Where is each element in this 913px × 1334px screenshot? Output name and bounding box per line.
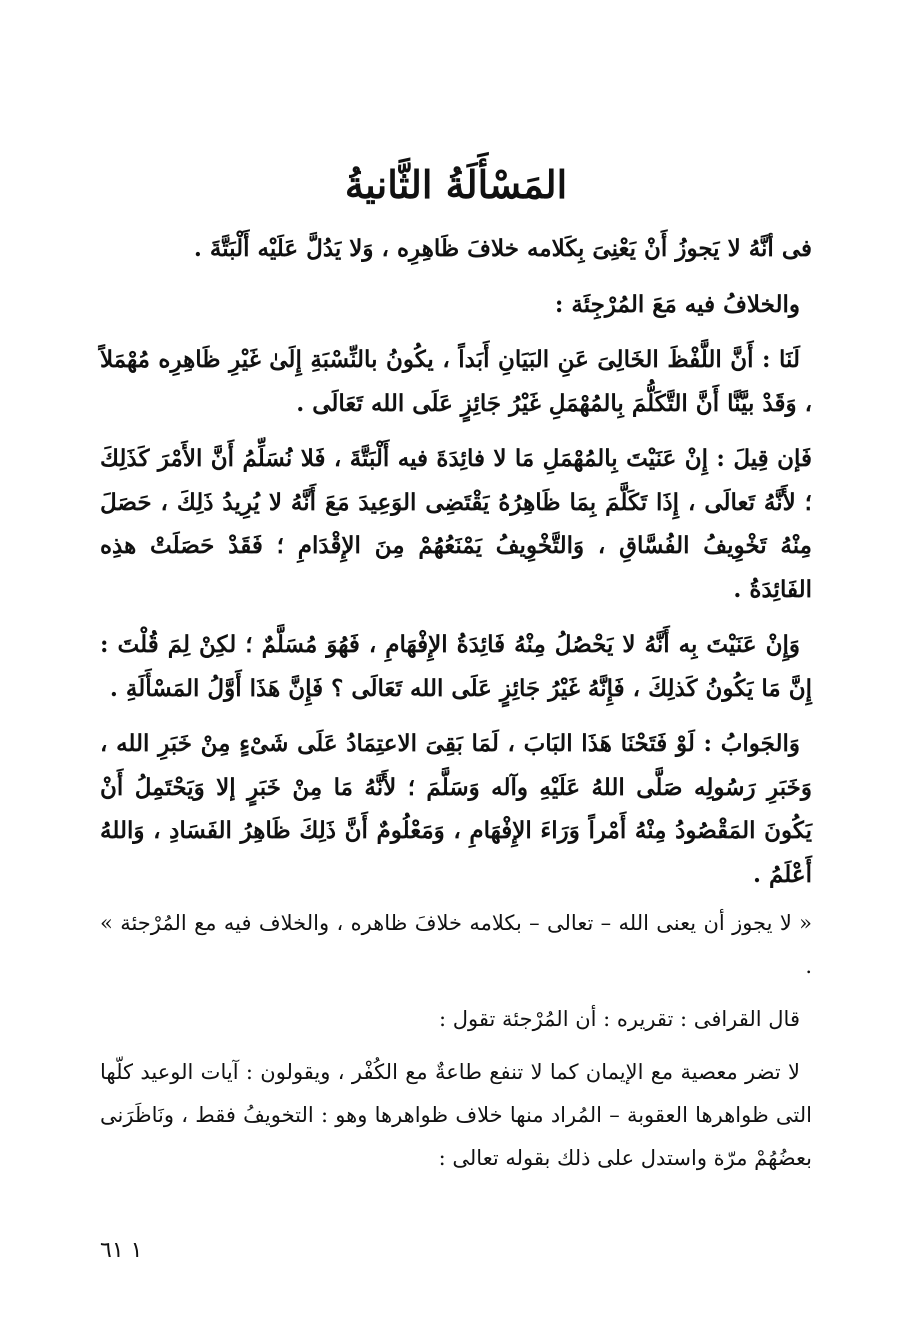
document-page [100, 160, 812, 1190]
commentary-paragraph: لا تضر معصية مع الإيمان كما لا تنفع طاعةٌ مع الكُفْر ، ويقولون : آيات الوعيد كلّها التى ظواهرها العقوبة – المُراد منها خلاف ظواهرها وهو : التخويفُ فقط ، ونَاظَرَنى بعضُهُمْ مرّة واستدل على ذلك بقوله تعالى : [100, 1060, 812, 1171]
main-paragraph: والخلافُ فيه مَعَ المُرْجِئَة : [554, 290, 800, 318]
main-paragraph: وَإِنْ عَنَيْتَ بِه أَنَّهُ لا يَحْصُلُ مِنْهُ فَائِدَةُ الإِفْهَامِ ، فَهُوَ مُسَلَّمٌ ؛ لكِنْ لِمَ قُلْتَ : إِنَّ مَا يَكُونُ كَذلِكَ ، فَإِنَّهُ غَيْرُ جَائِزٍ عَلَى الله تَعَالَى ؟ فَإِنَّ هَذَا أَوَّلُ المَسْأَلَةِ . [100, 631, 812, 702]
main-paragraph: فَإن قِيلَ : إِنْ عَنَيْتَ بِالمُهْمَلِ مَا لا فائِدَةَ فيه أَلْبَتَّةَ ، فَلا نُسَلِّمُ أَنَّ الأَمْرَ كَذَلِكَ ؛ لأَنَّهُ تَعالَى ، إِذَا تَكَلَّمَ بِمَا ظَاهِرُهُ يَقْتَضِى الوَعِيدَ مَعَ أَنَّهُ لا يُرِيدُ ذَلِكَ ، حَصَلَ مِنْهُ تَخْوِيفُ الفُسَّاقِ ، وَالتَّخْوِيفُ يَمْنَعُهُمْ مِنَ الإِقْدَامِ ؛ فَقَدْ حَصَلَتْ هذِه الفَائِدَةُ . [100, 445, 812, 603]
commentary-quote: « لا يجوز أن يعنى الله – تعالى – بكلامه خلافَ ظاهره ، والخلاف فيه مع المُرْجئة » . [100, 911, 812, 979]
page-number: ١ ٦١ [100, 1238, 143, 1263]
main-paragraph: فى أنَّهُ لا يَجوزُ أَنْ يَعْنِىَ بِكَلامه خلافَ ظَاهِرِه ، وَلا يَدُلَّ عَلَيْه أَلْبَتَّةَ . [193, 235, 812, 263]
section-title: المَسْأَلَةُ الثَّانيةُ [344, 162, 568, 207]
main-paragraph: لَنَا : أَنَّ اللَّفْظَ الخَالِىَ عَنِ البَيَانِ أَبَداً ، يكُونُ بالنِّسْبَةِ إِلَىٰ غَيْرِ ظَاهِرِه مُهْمَلاً ، وَقَدْ بيَّنَّا أَنَّ التَّكَلُّمَ بِالمُهْمَلِ غَيْرُ جَائِزٍ عَلَى الله تَعَالَى . [100, 346, 812, 417]
main-paragraph: وَالجَوابُ : لَوْ فَتَحْنَا هَذَا البَابَ ، لَمَا بَقِىَ الاعتِمَادُ عَلَى شَىْءٍ مِنْ خَبَرِ الله ، وَخَبَرِ رَسُولِه صَلَّى اللهُ عَلَيْهِ وآله وَسَلَّمَ ؛ لأَنَّهُ مَا مِنْ خَبَرٍ إلا وَيَحْتَمِلُ أَنْ يَكُونَ المَقْصُودُ مِنْهُ أَمْراً وَرَاءَ الإِفْهَامِ ، وَمَعْلُومٌ أَنَّ ذَلِكَ ظَاهِرُ الفَسَادِ ، وَاللهُ أَعْلَمُ . [100, 730, 812, 888]
commentary-paragraph: قال القرافى : تقريره : أن المُرْجئة تقول : [439, 1007, 800, 1032]
